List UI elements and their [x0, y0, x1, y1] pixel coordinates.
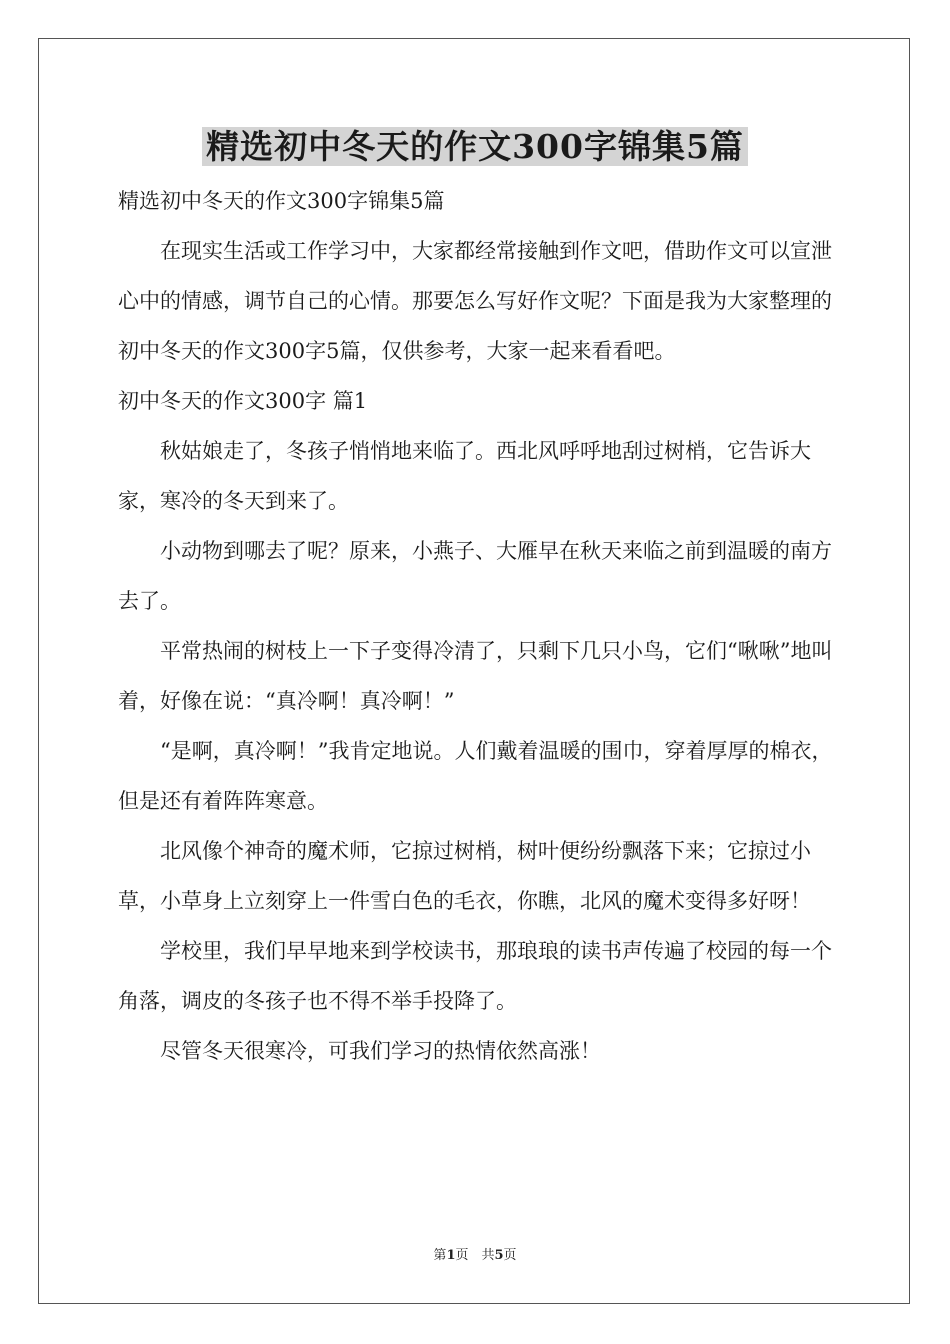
document-title-text: 精选初中冬天的作文300字锦集5篇	[202, 127, 748, 166]
footer-middle: 页 共	[455, 1248, 495, 1263]
paragraph-body: “是啊，真冷啊！”我肯定地说。人们戴着温暖的围巾，穿着厚厚的棉衣，但是还有着阵阵寒意。	[118, 739, 833, 813]
paragraph-section-heading: 初中冬天的作文300字 篇1	[118, 389, 368, 413]
page-footer	[0, 1246, 950, 1266]
document-title	[0, 122, 950, 172]
paragraph-body: 北风像个神奇的魔术师，它掠过树梢，树叶便纷纷飘落下来；它掠过小草，小草身上立刻穿上一件雪白色的毛衣，你瞧，北风的魔术变得多好呀！	[118, 839, 811, 913]
footer-suffix: 页	[503, 1248, 517, 1263]
paragraph-body: 尽管冬天很寒冷，可我们学习的热情依然高涨！	[160, 1039, 601, 1063]
paragraph-body: 学校里，我们早早地来到学校读书，那琅琅的读书声传遍了校园的每一个角落，调皮的冬孩子也不得不举手投降了。	[118, 939, 832, 1013]
paragraph-body: 小动物到哪去了呢？原来，小燕子、大雁早在秋天来临之前到温暖的南方去了。	[118, 539, 832, 613]
paragraph-intro: 在现实生活或工作学习中，大家都经常接触到作文吧，借助作文可以宣泄心中的情感，调节自己的心情。那要怎么写好作文呢？下面是我为大家整理的初中冬天的作文300字5篇，仅供参考，大家一起来看看吧。	[118, 239, 832, 363]
footer-prefix: 第	[433, 1248, 447, 1263]
paragraph-subtitle: 精选初中冬天的作文300字锦集5篇	[118, 189, 445, 213]
document-body	[118, 176, 834, 1076]
footer-current-page: 1	[446, 1248, 456, 1263]
paragraph-body: 秋姑娘走了，冬孩子悄悄地来临了。西北风呼呼地刮过树梢，它告诉大家，寒冷的冬天到来了。	[118, 439, 811, 513]
paragraph-body: 平常热闹的树枝上一下子变得冷清了，只剩下几只小鸟，它们“啾啾”地叫着，好像在说：“真冷啊！真冷啊！”	[118, 639, 833, 713]
footer-total-pages: 5	[494, 1248, 504, 1263]
